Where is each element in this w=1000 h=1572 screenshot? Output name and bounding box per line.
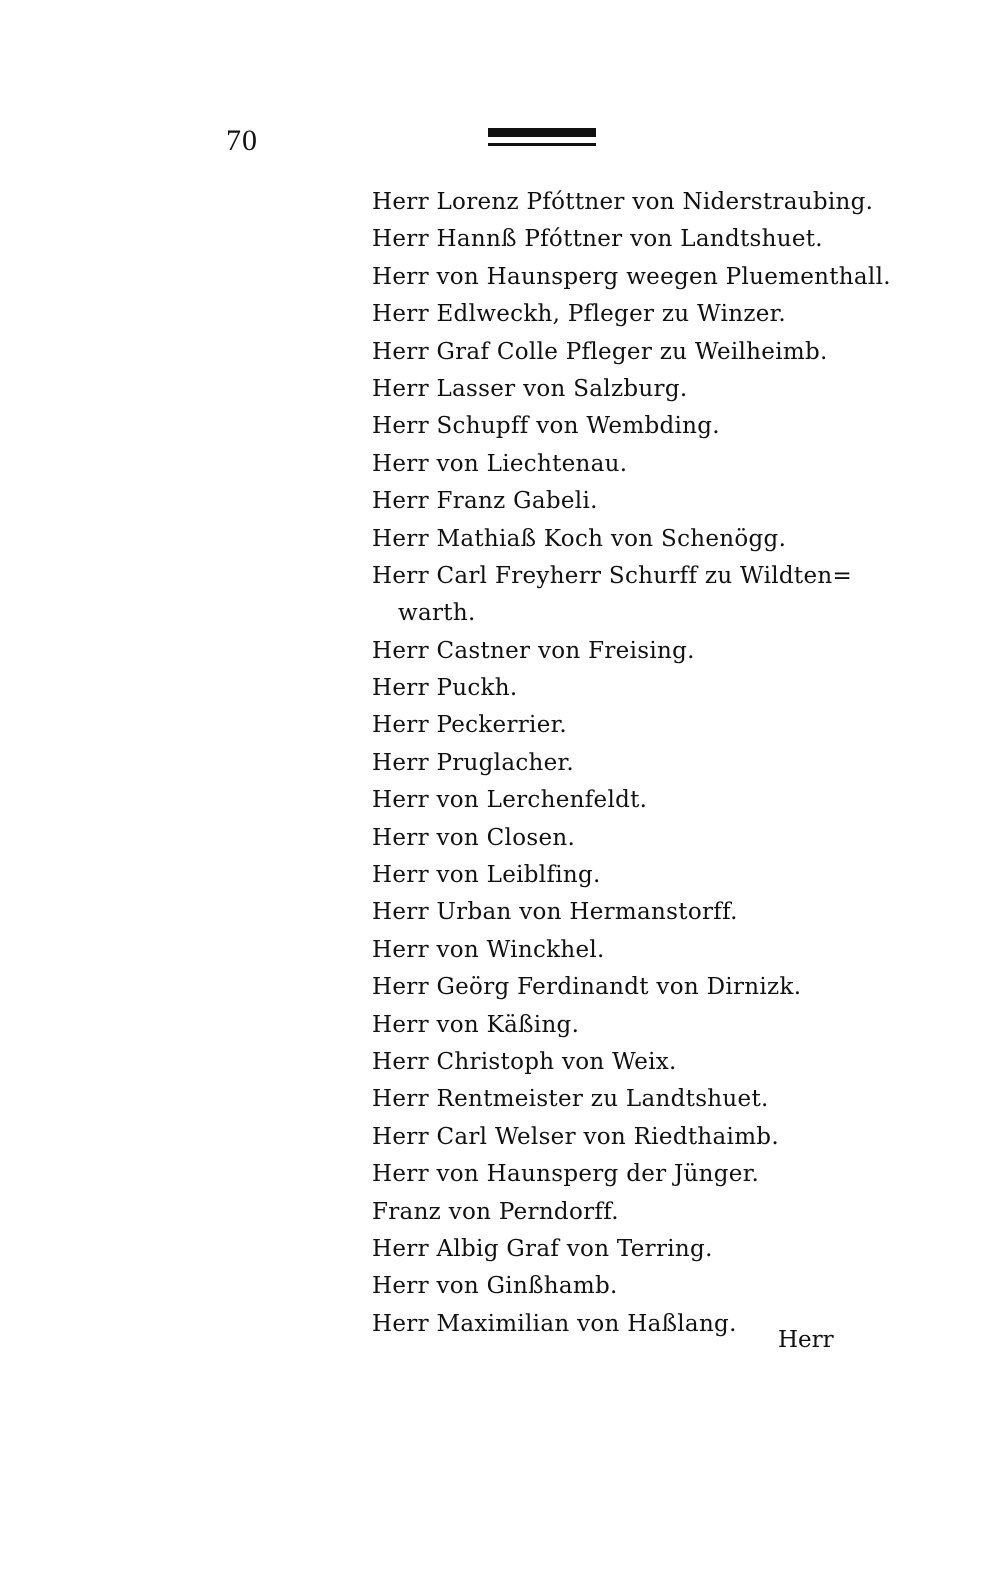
list-item: Herr Schupff von Wembding. [372,413,720,440]
list-item: Herr Maximilian von Haßlang. [372,1310,737,1337]
list-item: Herr Graf Colle Pfleger zu Weilheimb. [372,338,828,365]
list-item: Herr Carl Welser von Riedthaimb. [372,1123,779,1150]
list-item: Herr von Lerchenfeldt. [372,787,648,814]
list-item: Herr Lorenz Pfóttner von Niderstraubing. [372,189,874,215]
list-item: Herr Mathiaß Koch von Schenögg. [372,525,787,552]
header-rule-thin-bar [488,143,596,146]
list-item: Herr Hannß Pfóttner von Landtshuet. [372,226,823,253]
list-item: Herr Albig Graf von Terring. [372,1235,713,1262]
list-item: Herr Carl Freyherr Schurff zu Wildten= [372,562,853,589]
list-item: Herr Urban von Hermanstorff. [372,899,738,926]
name-list [372,184,892,1343]
list-item: Herr Peckerrier. [372,712,567,739]
list-item: Franz von Perndorff. [372,1198,619,1225]
list-item-continuation: warth. [398,600,476,627]
list-item: Herr Rentmeister zu Landtshuet. [372,1086,769,1113]
list-item: Herr von Leiblfing. [372,862,601,889]
header-rule-thick-bar [488,128,596,137]
list-item: Herr Puckh. [372,675,518,702]
list-item: Herr von Ginßhamb. [372,1273,618,1300]
list-item: Herr Pruglacher. [372,749,574,776]
list-item: Herr Lasser von Salzburg. [372,375,688,402]
list-item: Herr von Haunsperg der Jünger. [372,1161,760,1188]
list-item: Herr Geörg Ferdinandt von Dirnizk. [372,974,802,1001]
list-item: Herr Edlweckh, Pfleger zu Winzer. [372,301,787,328]
list-item: Herr Christoph von Weix. [372,1048,677,1075]
list-item: Herr von Winckhel. [372,936,605,963]
page-number: 70 [226,124,258,157]
list-item: Herr von Haunsperg weegen Pluementhall. [372,263,891,290]
list-item: Herr von Liechtenau. [372,450,628,477]
list-item: Herr von Käßing. [372,1011,580,1038]
list-item: Herr von Closen. [372,824,576,851]
header-rule [488,128,596,150]
catchword: Herr [778,1327,834,1353]
list-item: Herr Castner von Freising. [372,637,695,664]
list-item: Herr Franz Gabeli. [372,488,598,515]
